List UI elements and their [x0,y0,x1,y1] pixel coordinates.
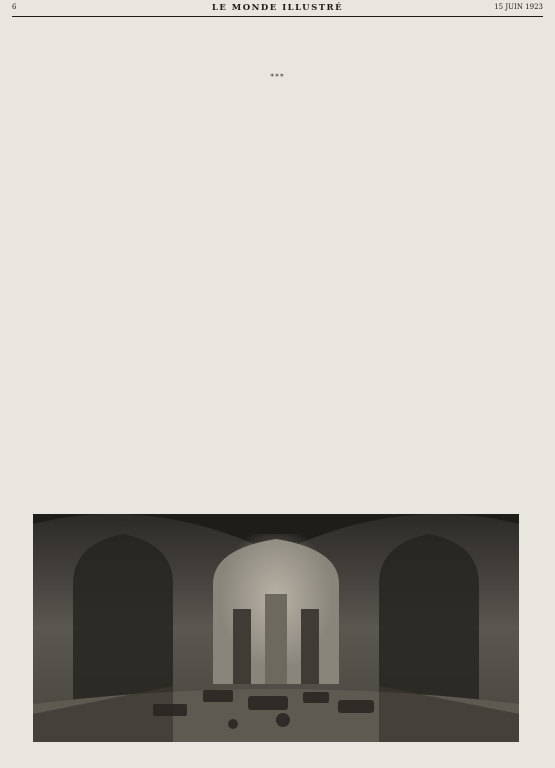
page-number: 6 [12,3,17,11]
section-heading [370,311,542,320]
text-column-3 [368,21,542,509]
text-column-1 [12,21,186,509]
text-column-2 [190,21,364,509]
masthead: LE MONDE ILLUSTRÉ [211,3,344,13]
photo-credit [445,745,545,754]
photo-illustration [33,514,519,742]
issue-date: 15 JUIN 1923 [494,3,543,11]
photo-caption [116,745,426,754]
header-rule [12,16,543,17]
page-header [12,0,543,16]
church-interior-photo [33,514,519,742]
section-ornament: * * * [270,73,284,81]
